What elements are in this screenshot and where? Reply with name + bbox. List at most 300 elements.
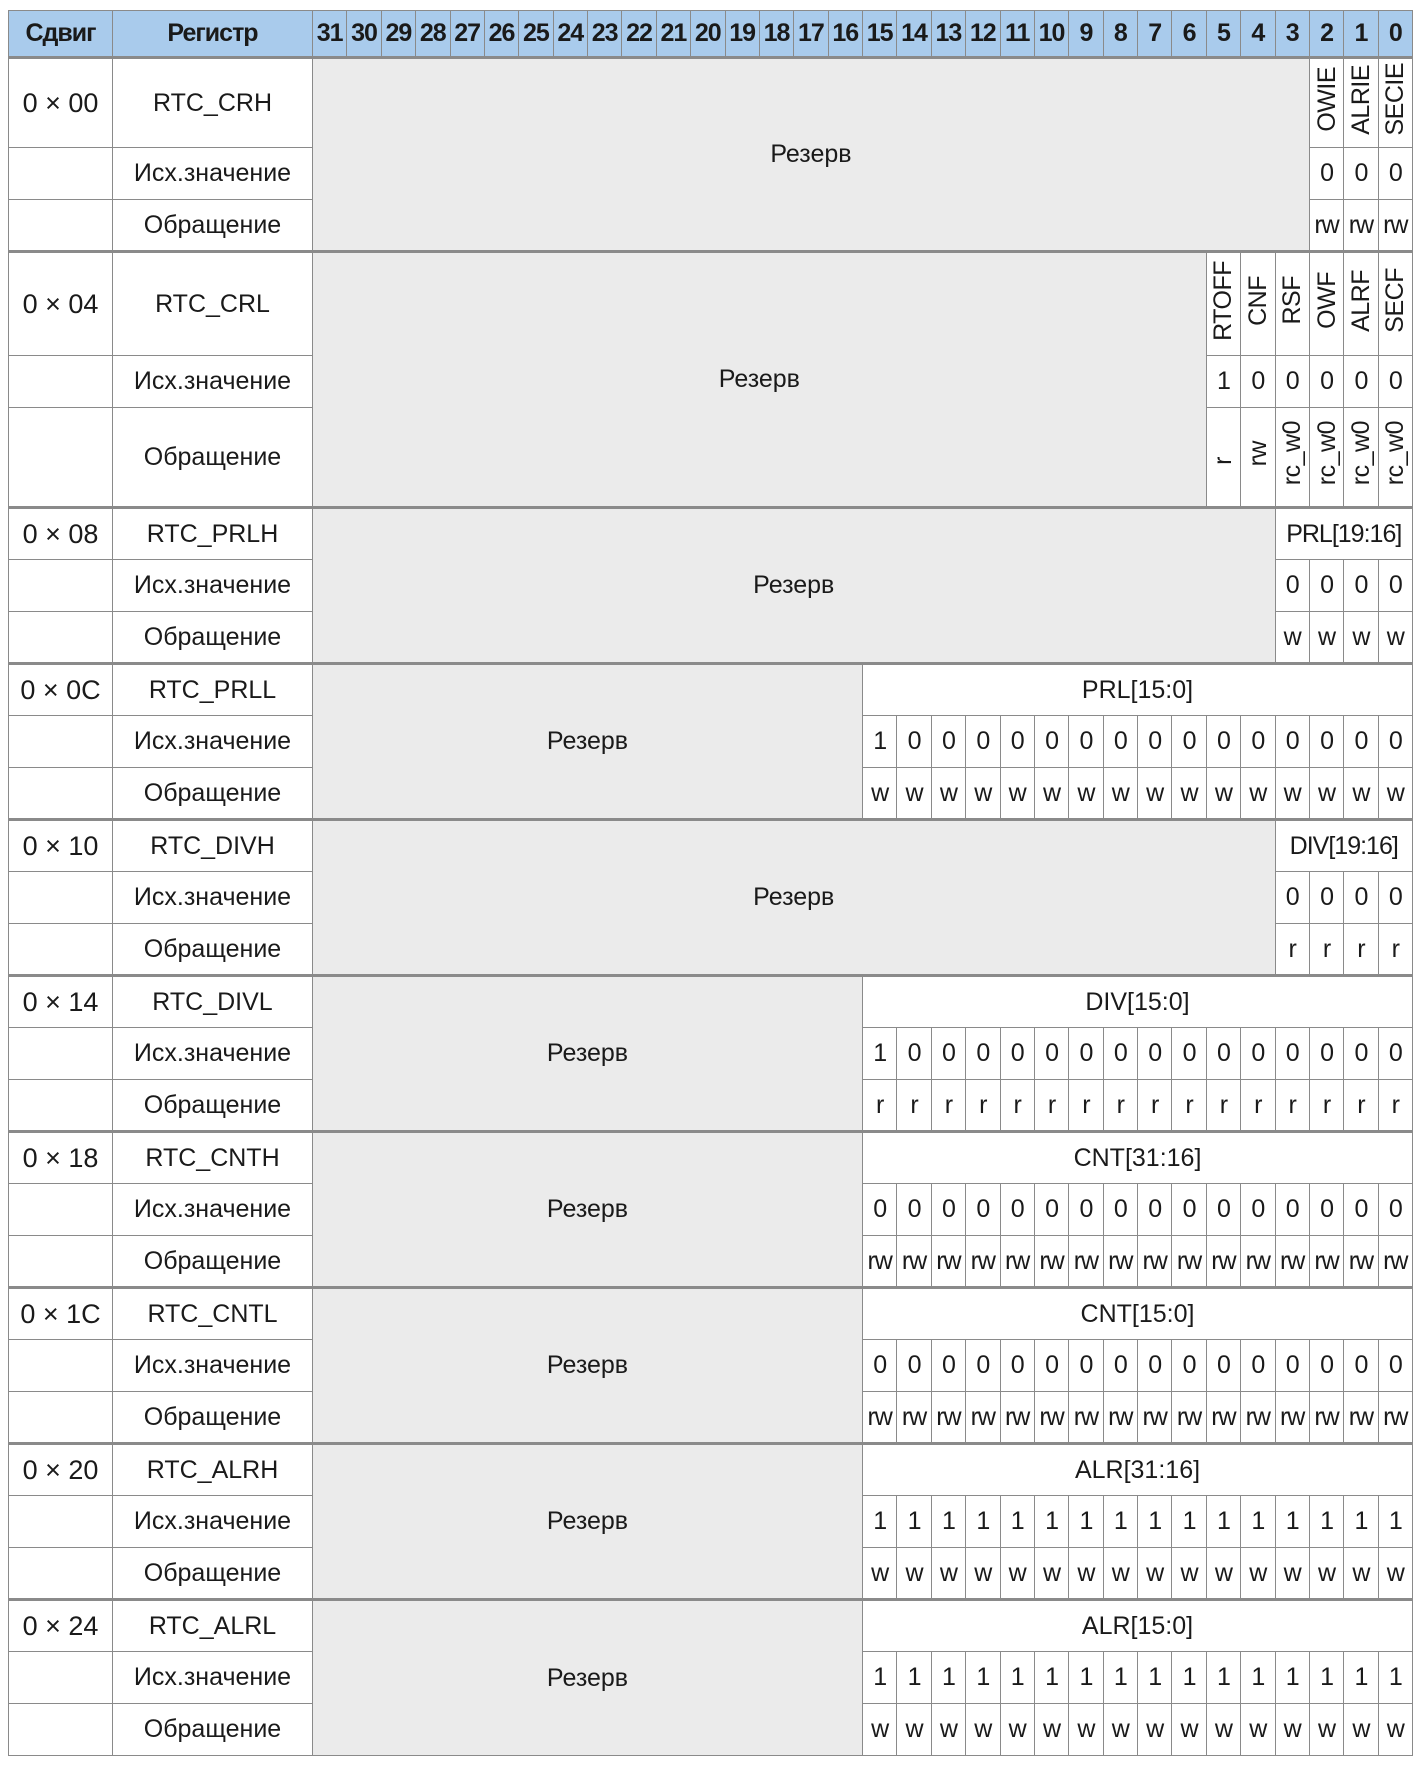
access-value: rw: [1069, 1236, 1103, 1288]
register-name: RTC_CRH: [113, 58, 313, 148]
reset-value: 0: [897, 1184, 931, 1236]
access-value: r: [1206, 1080, 1240, 1132]
access-value: rw: [1034, 1236, 1068, 1288]
access-value: w: [1172, 768, 1206, 820]
bit-number-header: 2: [1309, 11, 1343, 58]
reserved-field: Резерв: [313, 820, 1276, 976]
bit-number-header: 21: [656, 11, 690, 58]
reset-value: 0: [1275, 356, 1309, 408]
bit-number-header: 18: [759, 11, 793, 58]
access-label: Обращение: [113, 1704, 313, 1756]
offset-empty: [9, 1704, 113, 1756]
bit-number-header: 8: [1103, 11, 1137, 58]
access-value: r: [1275, 924, 1309, 976]
bit-number-header: 29: [381, 11, 415, 58]
reset-value: 0: [1378, 1184, 1412, 1236]
reset-value: 1: [1344, 1496, 1378, 1548]
access-value: w: [1309, 1548, 1343, 1600]
reset-value: 0: [1000, 716, 1034, 768]
access-value: w: [1069, 768, 1103, 820]
reset-value: 1: [931, 1652, 965, 1704]
access-value: rw: [1241, 1236, 1275, 1288]
reset-value: 1: [1378, 1496, 1412, 1548]
reset-label: Исх.значение: [113, 1028, 313, 1080]
access-value: w: [1103, 768, 1137, 820]
access-value: r: [1275, 1080, 1309, 1132]
bit-number-header: 17: [794, 11, 828, 58]
reserved-field: Резерв: [313, 1288, 863, 1444]
access-value: rw: [897, 1392, 931, 1444]
reset-value: 0: [1034, 1340, 1068, 1392]
reset-value: 1: [1206, 1496, 1240, 1548]
access-value: rw: [931, 1392, 965, 1444]
reset-value: 0: [1275, 1028, 1309, 1080]
access-value: w: [1000, 768, 1034, 820]
field-name: ALR[15:0]: [863, 1600, 1413, 1652]
reset-value: 1: [1069, 1496, 1103, 1548]
reset-label: Исх.значение: [113, 1496, 313, 1548]
access-value: w: [1034, 1548, 1068, 1600]
bit-field-name: [1378, 58, 1412, 148]
field-name: PRL[19:16]: [1275, 508, 1413, 560]
reset-value: 1: [1378, 1652, 1412, 1704]
access-value: rw: [1172, 1392, 1206, 1444]
access-value: w: [1241, 768, 1275, 820]
bit-field-name: [1378, 252, 1412, 356]
access-value: w: [1138, 768, 1172, 820]
reset-label: Исх.значение: [113, 1184, 313, 1236]
access-value-text: r: [1209, 456, 1238, 465]
access-value: [1241, 408, 1275, 508]
access-value-text: rc_w0: [1346, 421, 1375, 486]
reset-value: 0: [1378, 1028, 1412, 1080]
reset-value: 1: [1103, 1496, 1137, 1548]
access-value: r: [1000, 1080, 1034, 1132]
access-value: w: [863, 1704, 897, 1756]
reset-value: 0: [1309, 1184, 1343, 1236]
reset-label: Исх.значение: [113, 716, 313, 768]
access-value: w: [1206, 1548, 1240, 1600]
access-value: w: [966, 1704, 1000, 1756]
register-row: [9, 1600, 1413, 1652]
reset-value: 0: [1000, 1184, 1034, 1236]
reset-value: 0: [897, 1028, 931, 1080]
access-value: w: [1344, 1548, 1378, 1600]
reset-value: 0: [1138, 716, 1172, 768]
access-label: Обращение: [113, 200, 313, 252]
access-value: w: [897, 1704, 931, 1756]
bit-field-name: [1309, 58, 1343, 148]
bit-field-name: [1309, 252, 1343, 356]
access-label: Обращение: [113, 1548, 313, 1600]
offset-empty: [9, 1028, 113, 1080]
reset-label: Исх.значение: [113, 356, 313, 408]
reset-value: 0: [966, 1028, 1000, 1080]
reset-value: 0: [1034, 716, 1068, 768]
header-row: [9, 11, 1413, 58]
access-value: w: [1344, 612, 1378, 664]
reset-value: 0: [1344, 872, 1378, 924]
reset-value: 0: [1206, 716, 1240, 768]
reset-value: 0: [1172, 1340, 1206, 1392]
access-value: w: [1275, 1548, 1309, 1600]
access-value: w: [1378, 768, 1412, 820]
reset-value: 1: [1034, 1652, 1068, 1704]
register-row: [9, 1288, 1413, 1340]
register-offset: 0 × 08: [9, 508, 113, 560]
access-value: rw: [1378, 1236, 1412, 1288]
register-name: RTC_ALRH: [113, 1444, 313, 1496]
reset-value: 0: [931, 1028, 965, 1080]
reset-value: 0: [966, 1184, 1000, 1236]
bit-field-name: [1344, 252, 1378, 356]
reset-value: 0: [1206, 1028, 1240, 1080]
field-name: CNT[31:16]: [863, 1132, 1413, 1184]
bit-number-header: 19: [725, 11, 759, 58]
access-label: Обращение: [113, 612, 313, 664]
register-row: [9, 508, 1413, 560]
access-value: r: [1378, 924, 1412, 976]
register-name: RTC_CRL: [113, 252, 313, 356]
reset-value: 0: [863, 1184, 897, 1236]
access-value: w: [1378, 612, 1412, 664]
offset-column-header: Сдвиг: [9, 11, 113, 58]
reset-value: 0: [1309, 356, 1343, 408]
access-value: rw: [1344, 200, 1378, 252]
access-label: Обращение: [113, 1080, 313, 1132]
access-value: w: [863, 768, 897, 820]
bit-number-header: 9: [1069, 11, 1103, 58]
access-value-text: rw: [1243, 440, 1272, 467]
offset-empty: [9, 1236, 113, 1288]
reset-value: 0: [1344, 148, 1378, 200]
access-value: w: [1138, 1548, 1172, 1600]
reset-value: 1: [863, 1496, 897, 1548]
access-value: rw: [1069, 1392, 1103, 1444]
reset-value: 0: [1309, 148, 1343, 200]
reset-value: 0: [1241, 1184, 1275, 1236]
reset-value: 1: [966, 1652, 1000, 1704]
offset-empty: [9, 612, 113, 664]
register-offset: 0 × 1C: [9, 1288, 113, 1340]
field-name: CNT[15:0]: [863, 1288, 1413, 1340]
reset-label: Исх.значение: [113, 148, 313, 200]
reset-label: Исх.значение: [113, 872, 313, 924]
bit-number-header: 0: [1378, 11, 1412, 58]
bit-number-header: 14: [897, 11, 931, 58]
access-label: Обращение: [113, 768, 313, 820]
reset-value: 0: [1103, 1028, 1137, 1080]
access-value: rw: [1103, 1236, 1137, 1288]
register-row: [9, 58, 1413, 148]
access-value: [1344, 408, 1378, 508]
bit-number-header: 15: [863, 11, 897, 58]
reset-value: 0: [1275, 716, 1309, 768]
reset-value: 1: [1103, 1652, 1137, 1704]
bit-number-header: 16: [828, 11, 862, 58]
reset-value: 1: [1275, 1652, 1309, 1704]
reset-value: 0: [1172, 1184, 1206, 1236]
bit-number-header: 22: [622, 11, 656, 58]
access-value: rw: [1309, 1236, 1343, 1288]
bit-field-name-text: CNF: [1243, 275, 1272, 326]
access-value: r: [1138, 1080, 1172, 1132]
bit-number-header: 3: [1275, 11, 1309, 58]
reset-value: 0: [1103, 1340, 1137, 1392]
reserved-field: Резерв: [313, 508, 1276, 664]
reset-value: 1: [1309, 1496, 1343, 1548]
access-value: w: [931, 768, 965, 820]
access-value: w: [863, 1548, 897, 1600]
reset-value: 0: [1275, 1340, 1309, 1392]
reset-value: 0: [1309, 560, 1343, 612]
reset-value: 0: [1069, 1028, 1103, 1080]
reset-value: 1: [1206, 1652, 1240, 1704]
bit-field-name-text: SECIE: [1381, 63, 1410, 136]
bit-field-name-text: OWF: [1312, 272, 1341, 329]
reset-value: 1: [1275, 1496, 1309, 1548]
reset-value: 1: [1206, 356, 1240, 408]
reset-value: 0: [1069, 1340, 1103, 1392]
access-value-text: rc_w0: [1278, 421, 1307, 486]
bit-number-header: 31: [313, 11, 347, 58]
reset-value: 1: [1309, 1652, 1343, 1704]
bit-number-header: 7: [1138, 11, 1172, 58]
register-offset: 0 × 24: [9, 1600, 113, 1652]
access-value: r: [1309, 1080, 1343, 1132]
access-value: rw: [1000, 1236, 1034, 1288]
reset-value: 0: [1206, 1184, 1240, 1236]
reset-value: 0: [1069, 716, 1103, 768]
reset-value: 0: [1034, 1184, 1068, 1236]
offset-empty: [9, 872, 113, 924]
access-value: w: [1034, 768, 1068, 820]
access-value: w: [1138, 1704, 1172, 1756]
offset-empty: [9, 1496, 113, 1548]
access-value: rw: [1000, 1392, 1034, 1444]
register-map: [8, 10, 1412, 1756]
bit-field-name-text: ALRF: [1346, 269, 1375, 332]
access-value: w: [897, 768, 931, 820]
reset-value: 0: [1138, 1340, 1172, 1392]
reset-value: 1: [1138, 1496, 1172, 1548]
access-value: rw: [1275, 1392, 1309, 1444]
reset-value: 0: [1378, 1340, 1412, 1392]
reserved-field: Резерв: [313, 252, 1207, 508]
access-value: w: [1309, 768, 1343, 820]
bit-field-name-text: OWIE: [1312, 67, 1341, 132]
bit-number-header: 1: [1344, 11, 1378, 58]
access-value: w: [1275, 768, 1309, 820]
access-value: w: [1241, 1704, 1275, 1756]
reset-value: 1: [1241, 1652, 1275, 1704]
access-value: r: [1344, 924, 1378, 976]
bit-number-header: 25: [519, 11, 553, 58]
bit-number-header: 12: [966, 11, 1000, 58]
access-value: w: [1069, 1704, 1103, 1756]
reset-value: 0: [1275, 560, 1309, 612]
bit-number-header: 28: [416, 11, 450, 58]
access-value: w: [1000, 1704, 1034, 1756]
register-name: RTC_CNTL: [113, 1288, 313, 1340]
access-value: r: [863, 1080, 897, 1132]
access-value: w: [1344, 1704, 1378, 1756]
reset-label: Исх.значение: [113, 1340, 313, 1392]
offset-empty: [9, 716, 113, 768]
offset-empty: [9, 408, 113, 508]
bit-number-header: 10: [1034, 11, 1068, 58]
reset-value: 0: [1344, 1028, 1378, 1080]
reset-value: 0: [1344, 1184, 1378, 1236]
access-value: w: [931, 1548, 965, 1600]
register-offset: 0 × 18: [9, 1132, 113, 1184]
reset-value: 1: [1138, 1652, 1172, 1704]
access-value: w: [1103, 1704, 1137, 1756]
offset-empty: [9, 924, 113, 976]
access-value: r: [1034, 1080, 1068, 1132]
reset-value: 1: [1172, 1652, 1206, 1704]
offset-empty: [9, 768, 113, 820]
reset-value: 0: [1344, 716, 1378, 768]
reset-value: 0: [1000, 1340, 1034, 1392]
bit-number-header: 23: [588, 11, 622, 58]
access-value: rw: [1206, 1392, 1240, 1444]
access-value: w: [897, 1548, 931, 1600]
register-offset: 0 × 10: [9, 820, 113, 872]
bit-number-header: 13: [931, 11, 965, 58]
access-value: w: [1378, 1704, 1412, 1756]
access-label: Обращение: [113, 408, 313, 508]
reset-value: 0: [897, 716, 931, 768]
reset-value: 0: [1206, 1340, 1240, 1392]
reset-value: 0: [1344, 356, 1378, 408]
access-value: rw: [966, 1392, 1000, 1444]
access-value: rw: [1378, 1392, 1412, 1444]
register-row: [9, 664, 1413, 716]
access-value: w: [966, 768, 1000, 820]
reset-value: 0: [1309, 716, 1343, 768]
reset-value: 0: [1378, 716, 1412, 768]
bit-number-header: 5: [1206, 11, 1240, 58]
reset-value: 0: [931, 1184, 965, 1236]
reserved-field: Резерв: [313, 976, 863, 1132]
bit-number-header: 11: [1000, 11, 1034, 58]
access-value: rw: [1275, 1236, 1309, 1288]
register-rows: [9, 58, 1413, 1756]
access-value: r: [1069, 1080, 1103, 1132]
reset-value: 0: [1378, 560, 1412, 612]
offset-empty: [9, 356, 113, 408]
reset-value: 1: [863, 716, 897, 768]
access-value: r: [966, 1080, 1000, 1132]
access-value: w: [1172, 1548, 1206, 1600]
access-value: rw: [1344, 1392, 1378, 1444]
register-row: [9, 976, 1413, 1028]
access-value-text: rc_w0: [1312, 421, 1341, 486]
access-value: [1275, 408, 1309, 508]
register-offset: 0 × 04: [9, 252, 113, 356]
reset-value: 1: [1241, 1496, 1275, 1548]
reset-value: 0: [1344, 560, 1378, 612]
reset-value: 0: [1103, 1184, 1137, 1236]
reset-value: 0: [1069, 1184, 1103, 1236]
reset-value: 0: [1241, 356, 1275, 408]
bit-field-name-text: SECF: [1381, 268, 1410, 333]
access-value: r: [1172, 1080, 1206, 1132]
bit-field-name: [1275, 252, 1309, 356]
reset-value: 1: [966, 1496, 1000, 1548]
offset-empty: [9, 560, 113, 612]
bit-number-header: 20: [691, 11, 725, 58]
access-value: rw: [863, 1236, 897, 1288]
access-value: [1309, 408, 1343, 508]
offset-empty: [9, 200, 113, 252]
reset-value: 0: [1034, 1028, 1068, 1080]
access-value: rw: [897, 1236, 931, 1288]
register-row: [9, 820, 1413, 872]
reset-value: 1: [1172, 1496, 1206, 1548]
access-value: rw: [931, 1236, 965, 1288]
reset-value: 0: [966, 716, 1000, 768]
reset-value: 0: [1172, 716, 1206, 768]
access-value: w: [1206, 1704, 1240, 1756]
bit-number-header: 30: [347, 11, 381, 58]
access-value: rw: [1241, 1392, 1275, 1444]
access-value: w: [1069, 1548, 1103, 1600]
register-name: RTC_PRLH: [113, 508, 313, 560]
reset-value: 0: [1275, 872, 1309, 924]
register-column-header: Регистр: [113, 11, 313, 58]
reset-value: 0: [1172, 1028, 1206, 1080]
register-offset: 0 × 00: [9, 58, 113, 148]
access-value: r: [1378, 1080, 1412, 1132]
bit-field-name: [1344, 58, 1378, 148]
access-value: w: [966, 1548, 1000, 1600]
reset-value: 1: [897, 1652, 931, 1704]
bit-field-name-text: RTOFF: [1209, 260, 1238, 341]
access-value: w: [1103, 1548, 1137, 1600]
access-value: rw: [1309, 1392, 1343, 1444]
access-value: r: [1241, 1080, 1275, 1132]
reset-value: 0: [1275, 1184, 1309, 1236]
reset-value: 0: [1309, 1028, 1343, 1080]
access-value: w: [1275, 1704, 1309, 1756]
access-value: rw: [863, 1392, 897, 1444]
reset-value: 0: [1309, 872, 1343, 924]
register-offset: 0 × 20: [9, 1444, 113, 1496]
register-name: RTC_ALRL: [113, 1600, 313, 1652]
access-label: Обращение: [113, 1236, 313, 1288]
reset-value: 1: [1344, 1652, 1378, 1704]
access-value: rw: [1138, 1392, 1172, 1444]
reset-label: Исх.значение: [113, 560, 313, 612]
register-name: RTC_DIVL: [113, 976, 313, 1028]
reset-value: 0: [1378, 356, 1412, 408]
bit-field-name-text: RSF: [1278, 276, 1307, 325]
reset-value: 0: [931, 716, 965, 768]
bit-number-header: 24: [553, 11, 587, 58]
access-value: w: [1309, 1704, 1343, 1756]
reset-label: Исх.значение: [113, 1652, 313, 1704]
reserved-field: Резерв: [313, 1444, 863, 1600]
reset-value: 0: [863, 1340, 897, 1392]
offset-empty: [9, 1184, 113, 1236]
offset-empty: [9, 1080, 113, 1132]
access-value: rw: [1344, 1236, 1378, 1288]
reset-value: 0: [1344, 1340, 1378, 1392]
bit-field-name: [1241, 252, 1275, 356]
reset-value: 1: [931, 1496, 965, 1548]
